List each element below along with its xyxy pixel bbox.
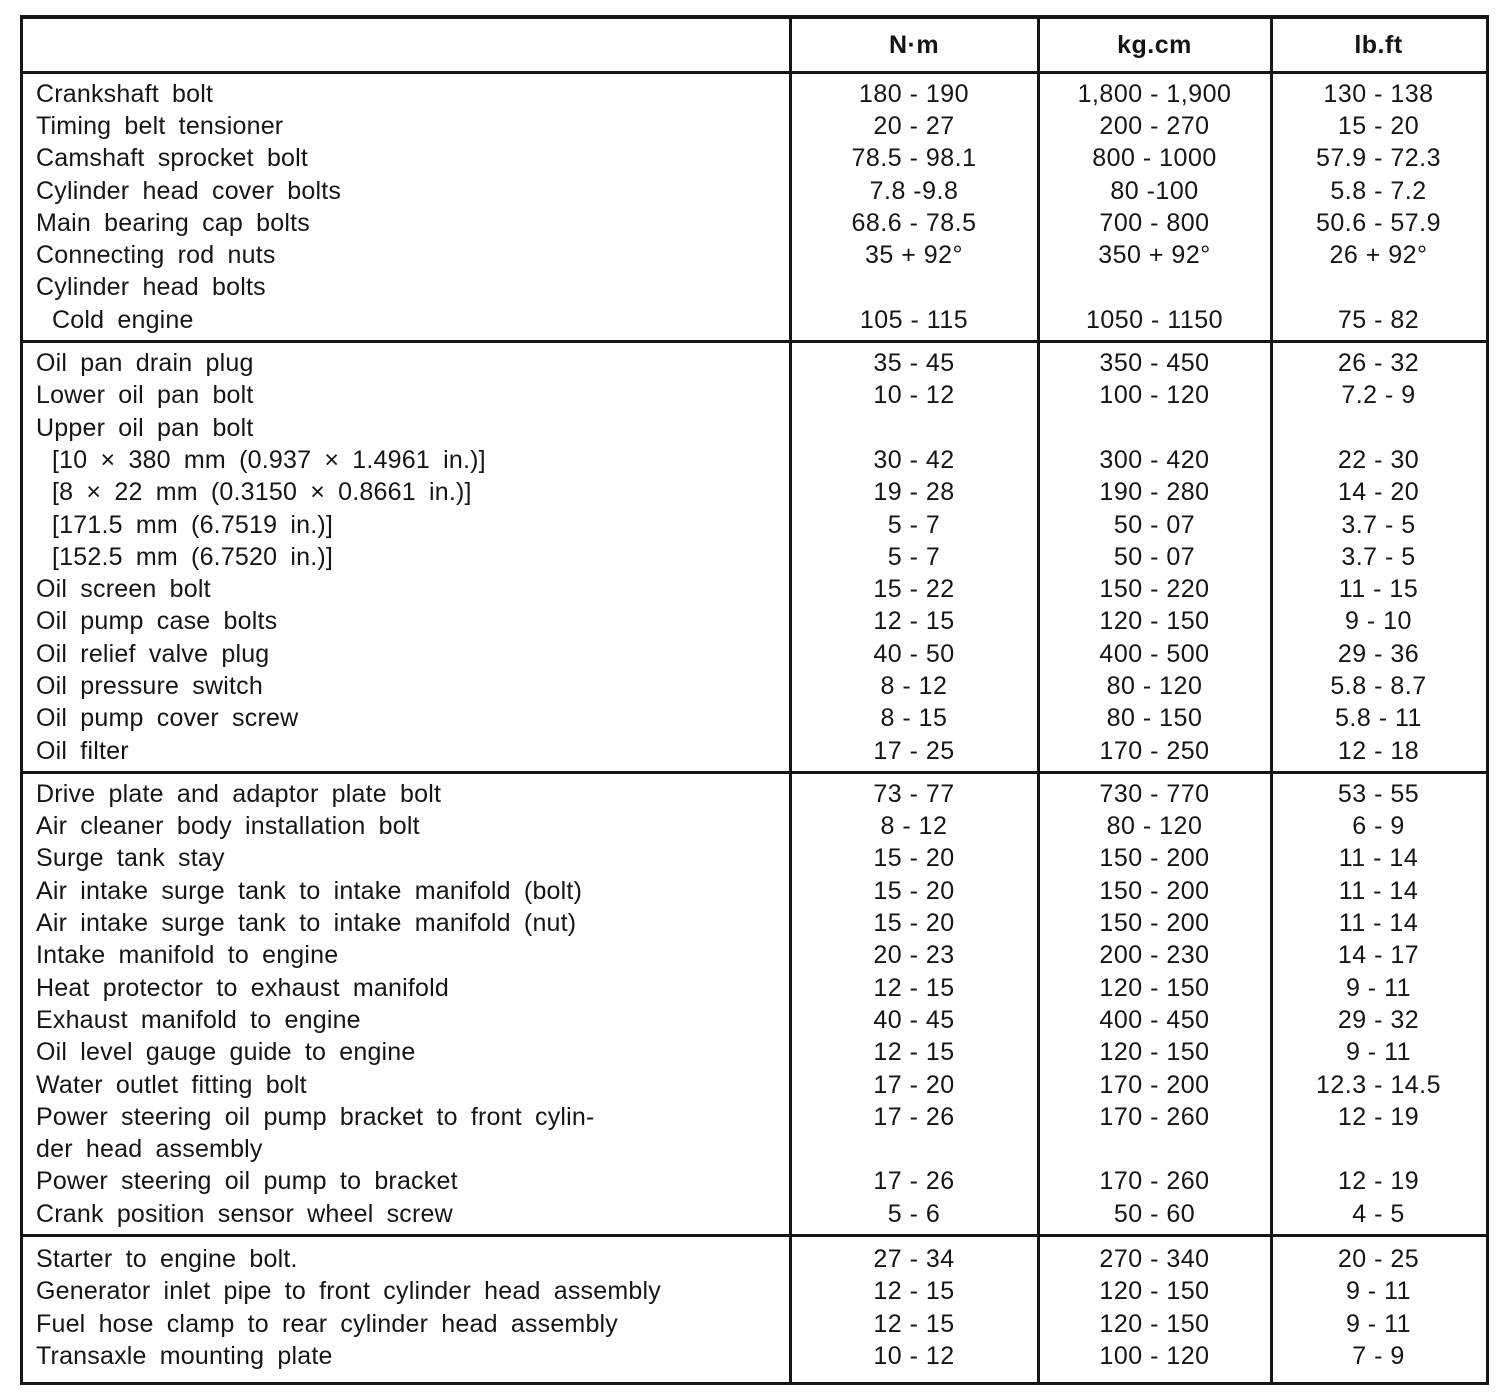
- value-lbft: 11 - 14: [1338, 909, 1419, 938]
- value-lbft: 12 - 18: [1337, 736, 1420, 765]
- value-lbft: 11 - 15: [1338, 575, 1419, 604]
- value-kgcm: 120 - 150: [1099, 1309, 1210, 1338]
- value-lbft: 11 - 14: [1338, 844, 1419, 873]
- value-kgcm: 50 - 07: [1113, 510, 1196, 539]
- row-label: der head assembly: [36, 1135, 263, 1164]
- table-row: [23, 78, 1486, 110]
- value-lbft: 5.8 - 8.7: [1330, 671, 1427, 700]
- row-label: Oil pump cover screw: [36, 704, 299, 733]
- value-kgcm: 100 - 120: [1099, 1341, 1210, 1370]
- row-label: [10 × 380 mm (0.937 × 1.4961 in.)]: [52, 445, 486, 474]
- value-lbft: 20 - 25: [1337, 1245, 1420, 1274]
- value-lbft: 5.8 - 11: [1335, 704, 1422, 733]
- value-nm: 105 - 115: [859, 305, 969, 334]
- table-row: [23, 703, 1486, 735]
- row-label: Crankshaft bolt: [36, 79, 214, 108]
- value-kgcm: 1050 - 1150: [1085, 305, 1224, 334]
- row-label: Power steering oil pump bracket to front cylin-: [36, 1102, 595, 1131]
- value-nm: 27 - 34: [873, 1245, 955, 1274]
- row-label: Camshaft sprocket bolt: [36, 144, 309, 173]
- value-kgcm: 120 - 150: [1099, 973, 1210, 1002]
- table-row: [23, 1243, 1486, 1275]
- value-nm: 19 - 28: [873, 478, 955, 507]
- row-label: Surge tank stay: [36, 844, 225, 873]
- table-row: [23, 972, 1486, 1004]
- column-header-lbft: lb.ft: [1354, 30, 1403, 59]
- row-label: Oil pump case bolts: [36, 607, 278, 636]
- table-row: [23, 778, 1486, 810]
- value-kgcm: 170 - 260: [1099, 1167, 1210, 1196]
- table-row: [23, 541, 1486, 573]
- value-nm: 17 - 26: [873, 1102, 955, 1131]
- row-label: Crank position sensor wheel screw: [36, 1199, 453, 1228]
- value-nm: 5 - 6: [887, 1199, 941, 1228]
- value-nm: 180 - 190: [858, 79, 970, 108]
- table-row: [23, 606, 1486, 638]
- value-lbft: 12.3 - 14.5: [1315, 1070, 1442, 1099]
- value-nm: 7.8 -9.8: [869, 176, 959, 205]
- value-nm: 8 - 12: [880, 671, 948, 700]
- row-label: Air cleaner body installation bolt: [36, 812, 420, 841]
- value-nm: 10 - 12: [873, 381, 955, 410]
- row-label: Fuel hose clamp to rear cylinder head assembly: [36, 1309, 619, 1338]
- row-label: Oil screen bolt: [36, 575, 211, 604]
- value-kgcm: 150 - 200: [1099, 844, 1210, 873]
- row-label: [171.5 mm (6.7519 in.)]: [52, 510, 334, 539]
- value-nm: 20 - 23: [873, 941, 955, 970]
- value-nm: 20 - 27: [873, 111, 955, 140]
- table-header-row: [23, 19, 1486, 74]
- value-lbft: 9 - 11: [1345, 1277, 1412, 1306]
- table-row: [23, 1308, 1486, 1340]
- value-nm: 15 - 20: [873, 876, 955, 905]
- value-nm: 17 - 25: [873, 736, 955, 765]
- table-row: [23, 444, 1486, 476]
- row-label: Upper oil pan bolt: [36, 413, 254, 442]
- value-lbft: 11 - 14: [1338, 876, 1419, 905]
- value-lbft: 12 - 19: [1337, 1167, 1420, 1196]
- row-label: Oil relief valve plug: [36, 639, 270, 668]
- row-label: Power steering oil pump to bracket: [36, 1167, 458, 1196]
- value-lbft: 9 - 11: [1345, 973, 1412, 1002]
- row-label: Air intake surge tank to intake manifold (nut): [36, 909, 577, 938]
- value-kgcm: 200 - 230: [1099, 941, 1210, 970]
- table-row: [23, 477, 1486, 509]
- value-nm: 40 - 45: [873, 1005, 955, 1034]
- value-kgcm: 100 - 120: [1099, 381, 1210, 410]
- value-kgcm: 80 -100: [1110, 176, 1199, 205]
- value-lbft: 9 - 11: [1345, 1038, 1412, 1067]
- value-lbft: 12 - 19: [1337, 1102, 1420, 1131]
- table-row: [23, 907, 1486, 939]
- table-row: [23, 207, 1486, 239]
- value-nm: 15 - 20: [873, 909, 955, 938]
- value-kgcm: 730 - 770: [1099, 779, 1210, 808]
- table-row: [23, 1198, 1486, 1230]
- value-kgcm: 120 - 150: [1099, 1038, 1210, 1067]
- table-row: [23, 811, 1486, 843]
- table-row: [23, 239, 1486, 271]
- row-label: Cold engine: [52, 305, 194, 334]
- value-lbft: 29 - 32: [1337, 1005, 1420, 1034]
- row-label: Air intake surge tank to intake manifold (bolt): [36, 876, 583, 905]
- value-lbft: 4 - 5: [1352, 1199, 1405, 1228]
- value-kgcm: 270 - 340: [1099, 1245, 1210, 1274]
- value-nm: 5 - 7: [887, 542, 941, 571]
- value-nm: 15 - 20: [873, 844, 955, 873]
- table-row: [23, 143, 1486, 175]
- column-divider: [1037, 19, 1040, 1382]
- table-row: [23, 1276, 1486, 1308]
- value-kgcm: 50 - 60: [1113, 1199, 1196, 1228]
- value-nm: 12 - 15: [873, 973, 955, 1002]
- value-lbft: 9 - 11: [1345, 1309, 1412, 1338]
- row-label: Starter to engine bolt.: [36, 1245, 298, 1274]
- row-label: Water outlet fitting bolt: [36, 1070, 307, 1099]
- row-label: Oil pressure switch: [36, 671, 263, 700]
- row-label: Generator inlet pipe to front cylinder head assembly: [36, 1277, 661, 1306]
- table-row: [23, 638, 1486, 670]
- value-kgcm: 800 - 1000: [1092, 144, 1217, 173]
- value-kgcm: 300 - 420: [1099, 445, 1210, 474]
- value-lbft: 9 - 10: [1345, 607, 1412, 636]
- value-nm: 73 - 77: [873, 779, 955, 808]
- table-row: [23, 272, 1486, 304]
- value-kgcm: 150 - 200: [1099, 876, 1210, 905]
- value-kgcm: 170 - 260: [1099, 1102, 1210, 1131]
- row-label: [8 × 22 mm (0.3150 × 0.8661 in.)]: [52, 478, 472, 507]
- table-row: [23, 573, 1486, 605]
- value-nm: 15 - 22: [873, 575, 955, 604]
- row-label: Heat protector to exhaust manifold: [36, 973, 449, 1002]
- table-row: [23, 875, 1486, 907]
- table-section: [23, 774, 1486, 1237]
- table-row: [23, 412, 1486, 444]
- value-kgcm: 700 - 800: [1099, 208, 1210, 237]
- value-lbft: 6 - 9: [1352, 812, 1405, 841]
- value-kgcm: 350 + 92°: [1098, 241, 1211, 270]
- value-nm: 12 - 15: [873, 607, 955, 636]
- value-nm: 5 - 7: [887, 510, 941, 539]
- row-label: Lower oil pan bolt: [36, 381, 254, 410]
- value-kgcm: 400 - 450: [1099, 1005, 1210, 1034]
- row-label: Connecting rod nuts: [36, 241, 276, 270]
- table-row: [23, 347, 1486, 379]
- table-row: [23, 843, 1486, 875]
- table-row: [23, 1004, 1486, 1036]
- table-row: [23, 940, 1486, 972]
- torque-spec-table: [20, 15, 1489, 1385]
- value-lbft: 14 - 17: [1337, 941, 1420, 970]
- value-lbft: 26 - 32: [1337, 349, 1420, 378]
- value-lbft: 57.9 - 72.3: [1315, 144, 1442, 173]
- table-row: [23, 735, 1486, 767]
- value-lbft: 7 - 9: [1352, 1341, 1405, 1370]
- table-row: [23, 1134, 1486, 1166]
- value-nm: 35 - 45: [873, 349, 955, 378]
- table-section: [23, 74, 1486, 343]
- value-nm: 30 - 42: [873, 445, 955, 474]
- row-label: Intake manifold to engine: [36, 941, 339, 970]
- row-label: Main bearing cap bolts: [36, 208, 310, 237]
- table-row: [23, 1340, 1486, 1372]
- value-nm: 12 - 15: [873, 1309, 955, 1338]
- row-label: Cylinder head cover bolts: [36, 176, 342, 205]
- value-kgcm: 200 - 270: [1099, 111, 1210, 140]
- row-label: Drive plate and adaptor plate bolt: [36, 779, 442, 808]
- row-label: Oil level gauge guide to engine: [36, 1038, 416, 1067]
- value-lbft: 3.7 - 5: [1341, 542, 1416, 571]
- value-lbft: 3.7 - 5: [1341, 510, 1416, 539]
- value-kgcm: 80 - 150: [1106, 704, 1203, 733]
- value-lbft: 15 - 20: [1337, 111, 1420, 140]
- value-kgcm: 80 - 120: [1106, 671, 1203, 700]
- row-label: [152.5 mm (6.7520 in.)]: [52, 542, 334, 571]
- table-section: [23, 1237, 1486, 1376]
- value-nm: 78.5 - 98.1: [851, 144, 977, 173]
- value-lbft: 26 + 92°: [1329, 241, 1428, 270]
- value-nm: 12 - 15: [873, 1038, 955, 1067]
- value-nm: 8 - 15: [880, 704, 948, 733]
- table-row: [23, 1037, 1486, 1069]
- table-row: [23, 1101, 1486, 1133]
- row-label: Timing belt tensioner: [36, 111, 284, 140]
- value-nm: 12 - 15: [873, 1277, 955, 1306]
- value-kgcm: 350 - 450: [1099, 349, 1210, 378]
- value-nm: 40 - 50: [873, 639, 955, 668]
- value-lbft: 29 - 36: [1337, 639, 1420, 668]
- value-lbft: 22 - 30: [1337, 445, 1420, 474]
- table-body: [23, 74, 1486, 1377]
- row-label: Transaxle mounting plate: [36, 1341, 333, 1370]
- table-row: [23, 1069, 1486, 1101]
- value-nm: 68.6 - 78.5: [851, 208, 977, 237]
- value-kgcm: 150 - 200: [1099, 909, 1210, 938]
- value-nm: 8 - 12: [880, 812, 948, 841]
- value-kgcm: 150 - 220: [1099, 575, 1210, 604]
- value-kgcm: 400 - 500: [1099, 639, 1210, 668]
- value-lbft: 5.8 - 7.2: [1330, 176, 1427, 205]
- column-divider: [1270, 19, 1273, 1382]
- value-kgcm: 190 - 280: [1099, 478, 1210, 507]
- value-nm: 17 - 20: [873, 1070, 955, 1099]
- value-lbft: 14 - 20: [1337, 478, 1420, 507]
- row-label: Oil pan drain plug: [36, 349, 254, 378]
- value-lbft: 50.6 - 57.9: [1315, 208, 1442, 237]
- column-header-kgcm: kg.cm: [1117, 30, 1192, 59]
- table-row: [23, 1166, 1486, 1198]
- row-label: Exhaust manifold to engine: [36, 1005, 361, 1034]
- table-row: [23, 670, 1486, 702]
- value-lbft: 7.2 - 9: [1341, 381, 1416, 410]
- row-label: Cylinder head bolts: [36, 273, 266, 302]
- row-label: Oil filter: [36, 736, 129, 765]
- column-header-nm: N·m: [888, 30, 940, 59]
- value-kgcm: 120 - 150: [1099, 1277, 1210, 1306]
- value-kgcm: 1,800 - 1,900: [1077, 79, 1232, 108]
- table-row: [23, 380, 1486, 412]
- value-kgcm: 120 - 150: [1099, 607, 1210, 636]
- value-kgcm: 170 - 250: [1099, 736, 1210, 765]
- value-lbft: 53 - 55: [1337, 779, 1420, 808]
- value-kgcm: 80 - 120: [1106, 812, 1203, 841]
- value-kgcm: 170 - 200: [1099, 1070, 1210, 1099]
- value-nm: 35 + 92°: [864, 241, 964, 270]
- value-kgcm: 50 - 07: [1113, 542, 1196, 571]
- value-nm: 10 - 12: [873, 1341, 955, 1370]
- table-row: [23, 304, 1486, 336]
- table-row: [23, 110, 1486, 142]
- table-row: [23, 175, 1486, 207]
- table-section: [23, 343, 1486, 774]
- column-divider: [789, 19, 792, 1382]
- value-lbft: 75 - 82: [1337, 305, 1420, 334]
- table-row: [23, 509, 1486, 541]
- value-nm: 17 - 26: [873, 1167, 955, 1196]
- value-lbft: 130 - 138: [1323, 79, 1434, 108]
